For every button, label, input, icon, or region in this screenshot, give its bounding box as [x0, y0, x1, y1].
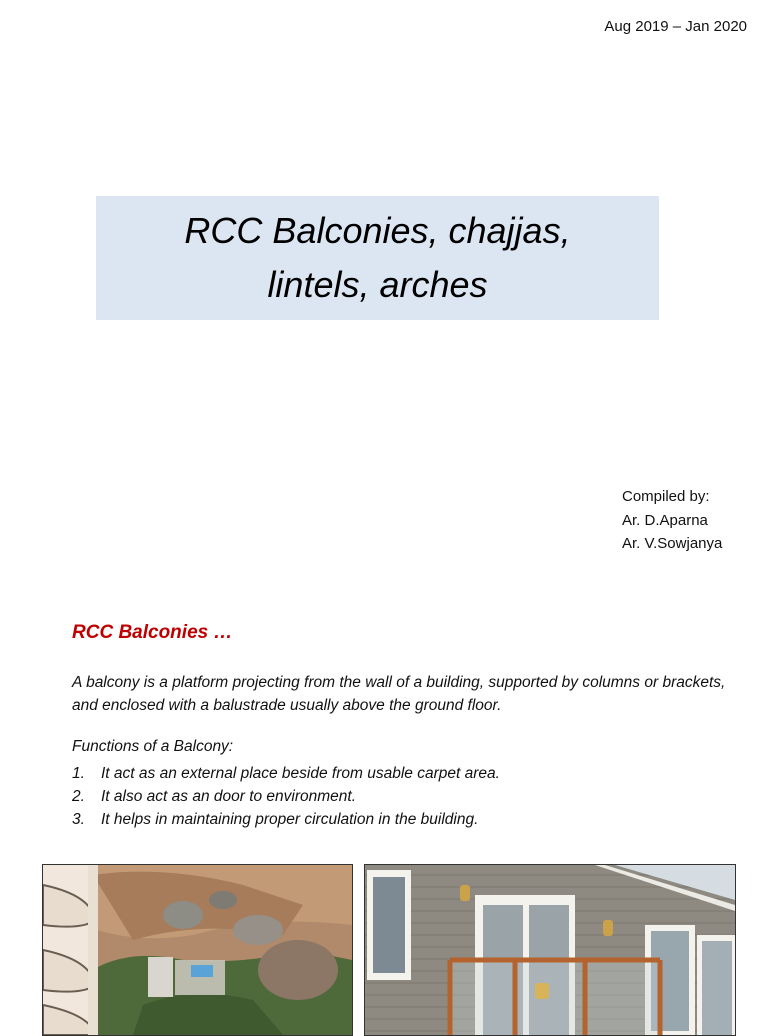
section-heading: RCC Balconies … — [72, 622, 233, 643]
date-range: Aug 2019 – Jan 2020 — [604, 18, 747, 35]
title-box — [96, 196, 659, 320]
list-text: It act as an external place beside from usable carpet area. — [101, 765, 500, 782]
balcony-photo-aerial — [42, 864, 353, 1036]
definition-paragraph: A balcony is a platform projecting from the wall of a building, supported by columns or brackets, and enclosed with a balustrade usually above the ground floor. — [72, 674, 726, 714]
list-item — [72, 762, 500, 785]
list-item — [72, 808, 500, 831]
credits — [622, 485, 722, 556]
author-2: Ar. V.Sowjanya — [622, 535, 723, 552]
list-number: 3. — [72, 811, 85, 828]
credits-label: Compiled by: — [622, 488, 710, 505]
list-number: 1. — [72, 765, 85, 782]
list-item — [72, 785, 500, 808]
functions-list — [72, 762, 500, 831]
title-line-2: lintels, arches — [267, 264, 488, 305]
list-text: It helps in maintaining proper circulation in the building. — [101, 811, 479, 828]
list-text: It also act as an door to environment. — [101, 788, 357, 805]
author-1: Ar. D.Aparna — [622, 511, 708, 529]
title-line-1: RCC Balconies, chajjas, — [184, 210, 571, 251]
functions-title: Functions of a Balcony: — [72, 738, 234, 755]
list-number: 2. — [72, 788, 85, 805]
balcony-photo-railing — [364, 864, 736, 1036]
